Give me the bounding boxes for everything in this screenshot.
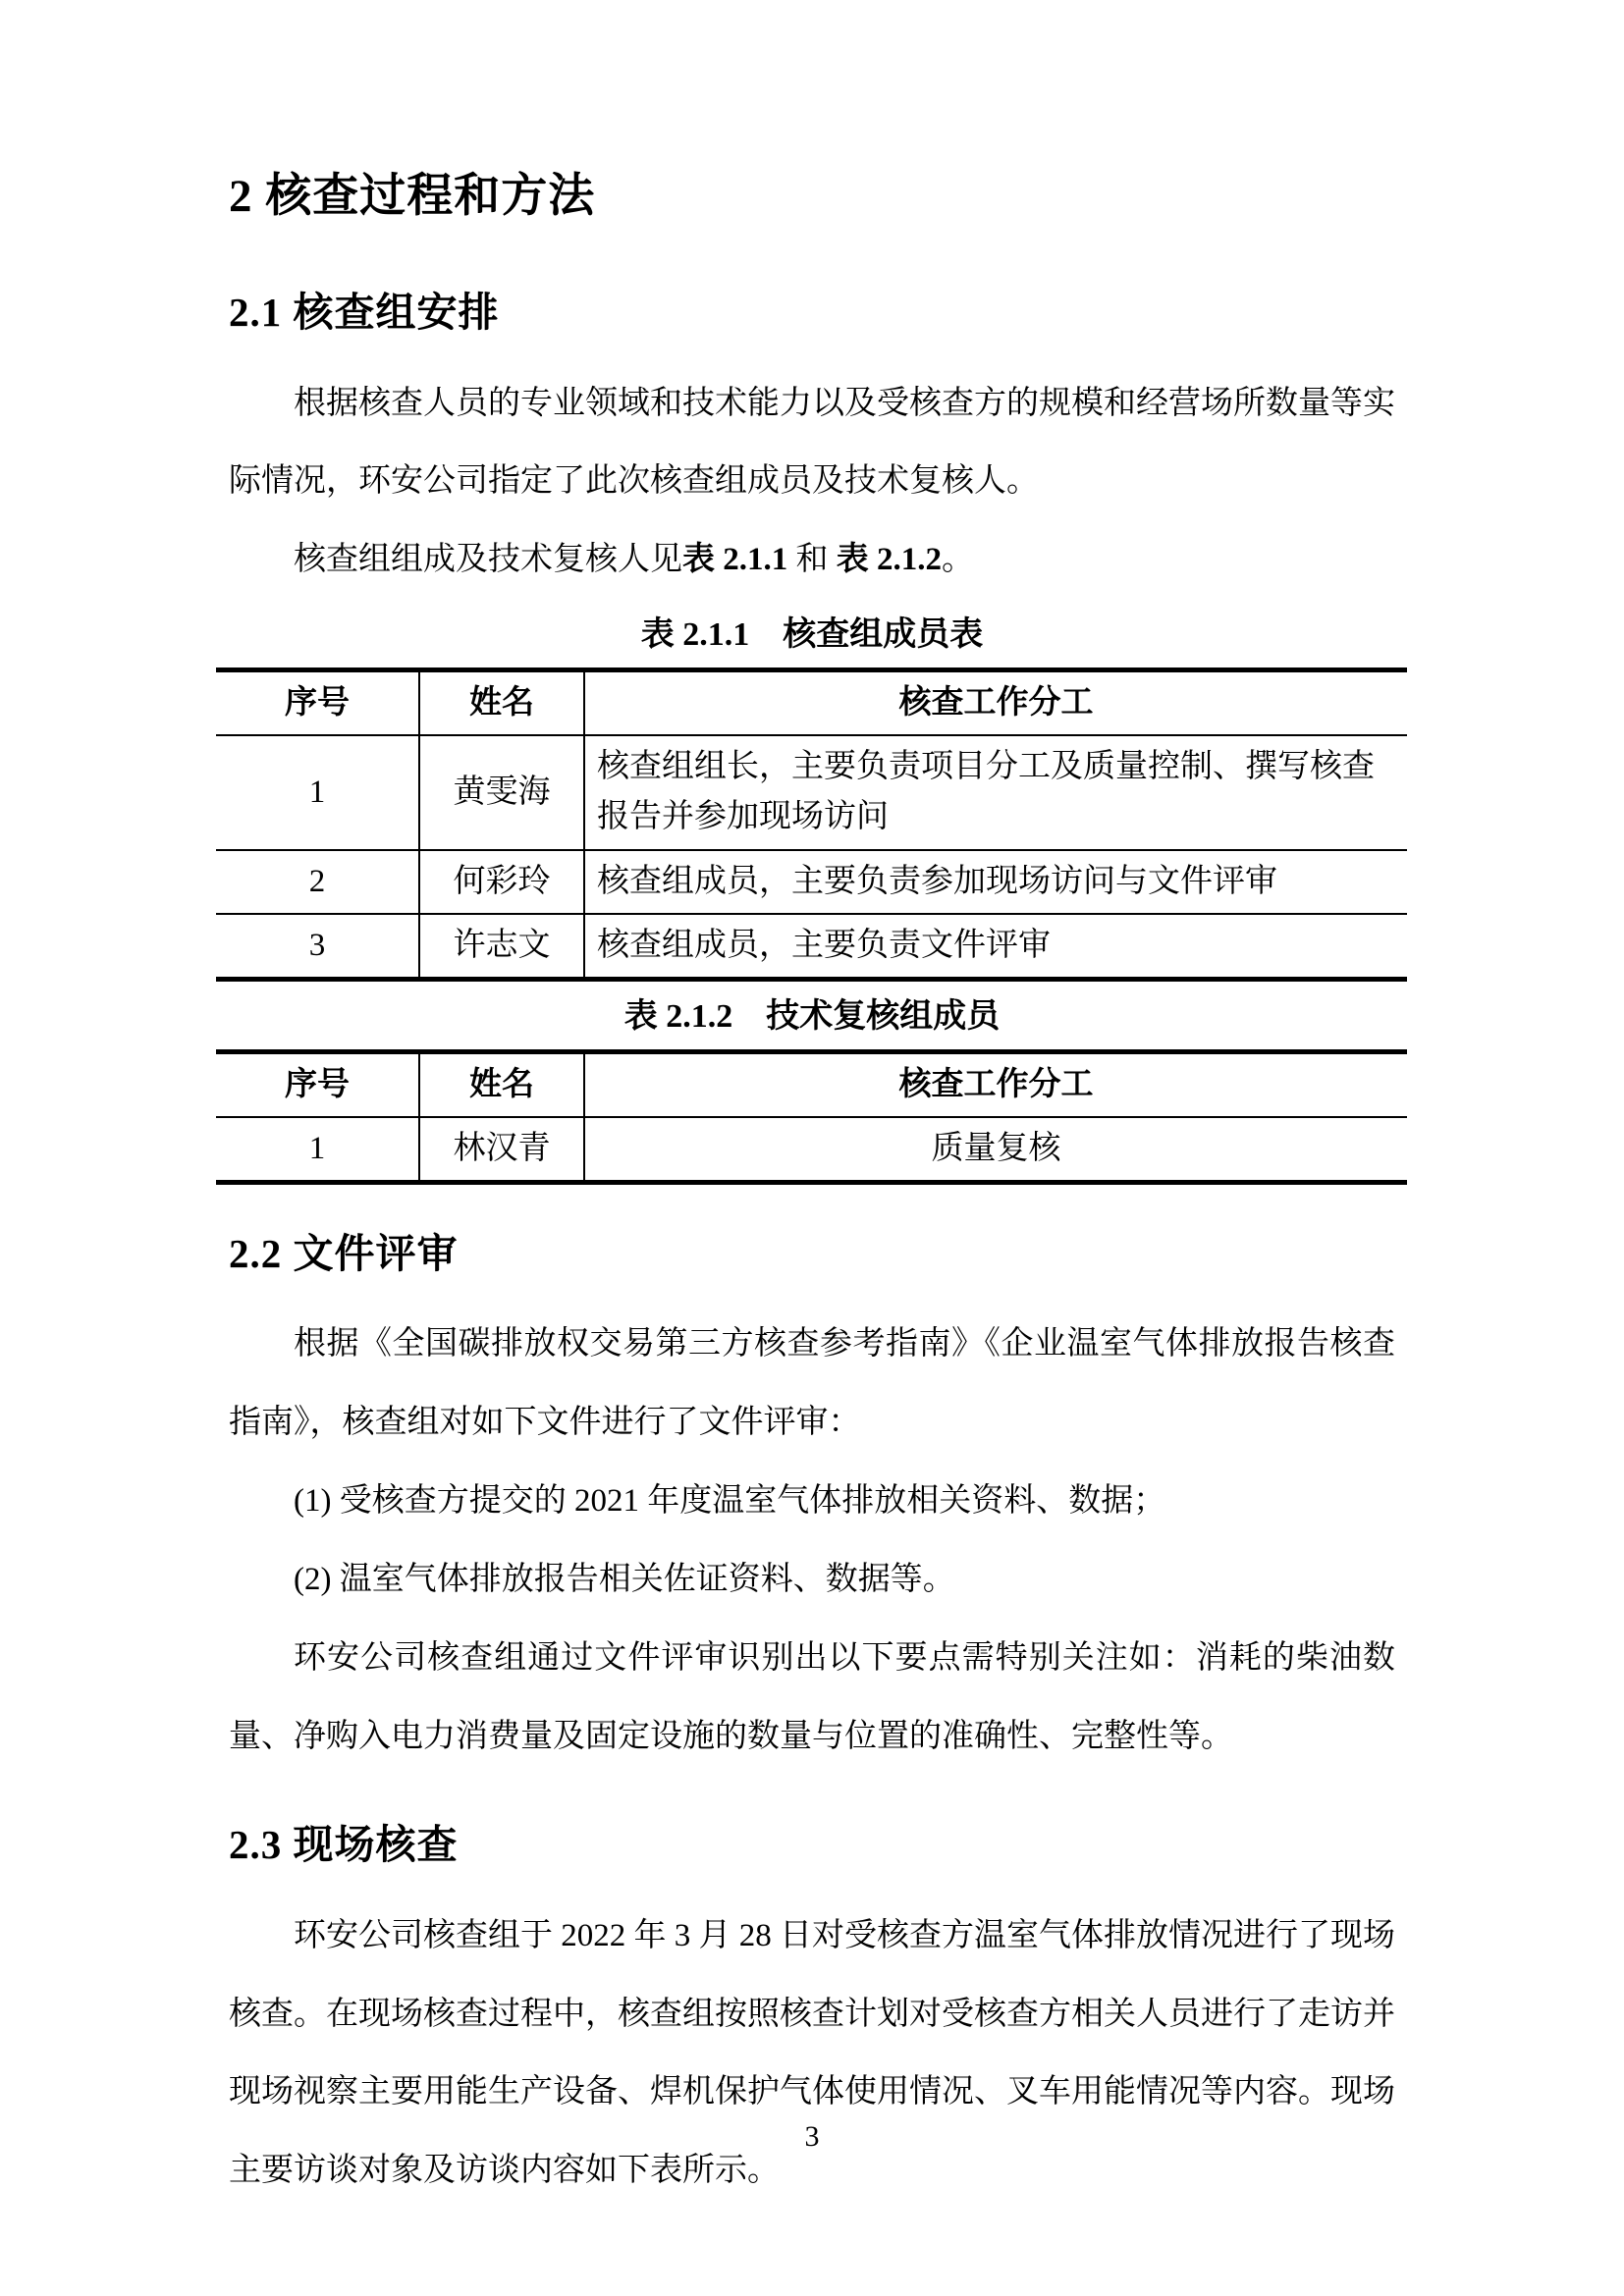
table-2-1-1 [216,667,1407,982]
header-cell-duty: 核查工作分工 [584,670,1407,736]
cell-duty: 核查组成员，主要负责文件评审 [584,914,1407,980]
header-cell-index: 序号 [216,1051,419,1117]
table-2-1-2 [216,1049,1407,1185]
page-number: 3 [804,2120,820,2153]
header-cell-name: 姓名 [419,670,584,736]
section-2-2-paragraph-2: 环安公司核查组通过文件评审识别出以下要点需特别关注如：消耗的柴油数量、净购入电力消费量及固定设施的数量与位置的准确性、完整性等。 [229,1639,1395,1754]
header-cell-index: 序号 [216,670,419,736]
cell-index: 2 [216,850,419,914]
header-cell-duty: 核查工作分工 [584,1051,1407,1117]
table-reference-1: 表 2.1.1 [682,542,788,578]
cell-index: 3 [216,914,419,980]
cell-index: 1 [216,735,419,849]
cell-duty: 核查组成员，主要负责参加现场访问与文件评审 [584,850,1407,914]
paragraph-text: 。 [942,542,974,578]
table-2-1-2-caption: 表 2.1.2 技术复核组成员 [623,997,1001,1035]
cell-index: 1 [216,1117,419,1183]
section-2-1-paragraph-2 [229,521,1395,600]
table-reference-2: 表 2.1.2 [836,542,942,578]
table-header-row [216,1051,1407,1117]
paragraph-text: 核查组组成及技术复核人见 [294,542,682,578]
cell-name: 林汉青 [419,1117,584,1183]
cell-name: 许志文 [419,914,584,980]
cell-name: 黄雯海 [419,735,584,849]
table-2-1-1-caption: 表 2.1.1 核查组成员表 [640,616,984,654]
section-2-3-title: 2.3 现场核查 [229,1822,459,1868]
table-header-row [216,670,1407,736]
cell-duty: 核查组组长，主要负责项目分工及质量控制、撰写核查报告并参加现场访问 [584,735,1407,849]
table-row [216,914,1407,980]
section-2-1-paragraph-1: 根据核查人员的专业领域和技术能力以及受核查方的规模和经营场所数量等实际情况，环安公司指定了此次核查组成员及技术复核人。 [229,385,1395,500]
cell-name: 何彩玲 [419,850,584,914]
table-row [216,850,1407,914]
table-row [216,1117,1407,1183]
chapter-title: 2 核查过程和方法 [229,171,596,222]
header-cell-name: 姓名 [419,1051,584,1117]
cell-duty: 质量复核 [584,1117,1407,1183]
section-2-2-list-item-2: (2) 温室气体排放报告相关佐证资料、数据等。 [294,1561,955,1597]
section-2-2-paragraph-1: 根据《全国碳排放权交易第三方核查参考指南》《企业温室气体排放报告核查指南》，核查组对如下文件进行了文件评审： [229,1326,1395,1441]
section-2-3-paragraph-1: 环安公司核查组于 2022 年 3 月 28 日对受核查方温室气体排放情况进行了现场核查。在现场核查过程中，核查组按照核查计划对受核查方相关人员进行了走访并现场视察主要用能生产设备、焊机保护气体使用情况、叉车用能情况等内容。现场主要访谈对象及访谈内容如下表所示。 [229,1917,1395,2189]
section-2-1-title: 2.1 核查组安排 [229,290,500,336]
table-row [216,735,1407,849]
paragraph-text: 和 [787,542,829,578]
section-2-2-list-item-1: (1) 受核查方提交的 2021 年度温室气体排放相关资料、数据； [294,1483,1166,1520]
section-2-2-title: 2.2 文件评审 [229,1231,459,1277]
